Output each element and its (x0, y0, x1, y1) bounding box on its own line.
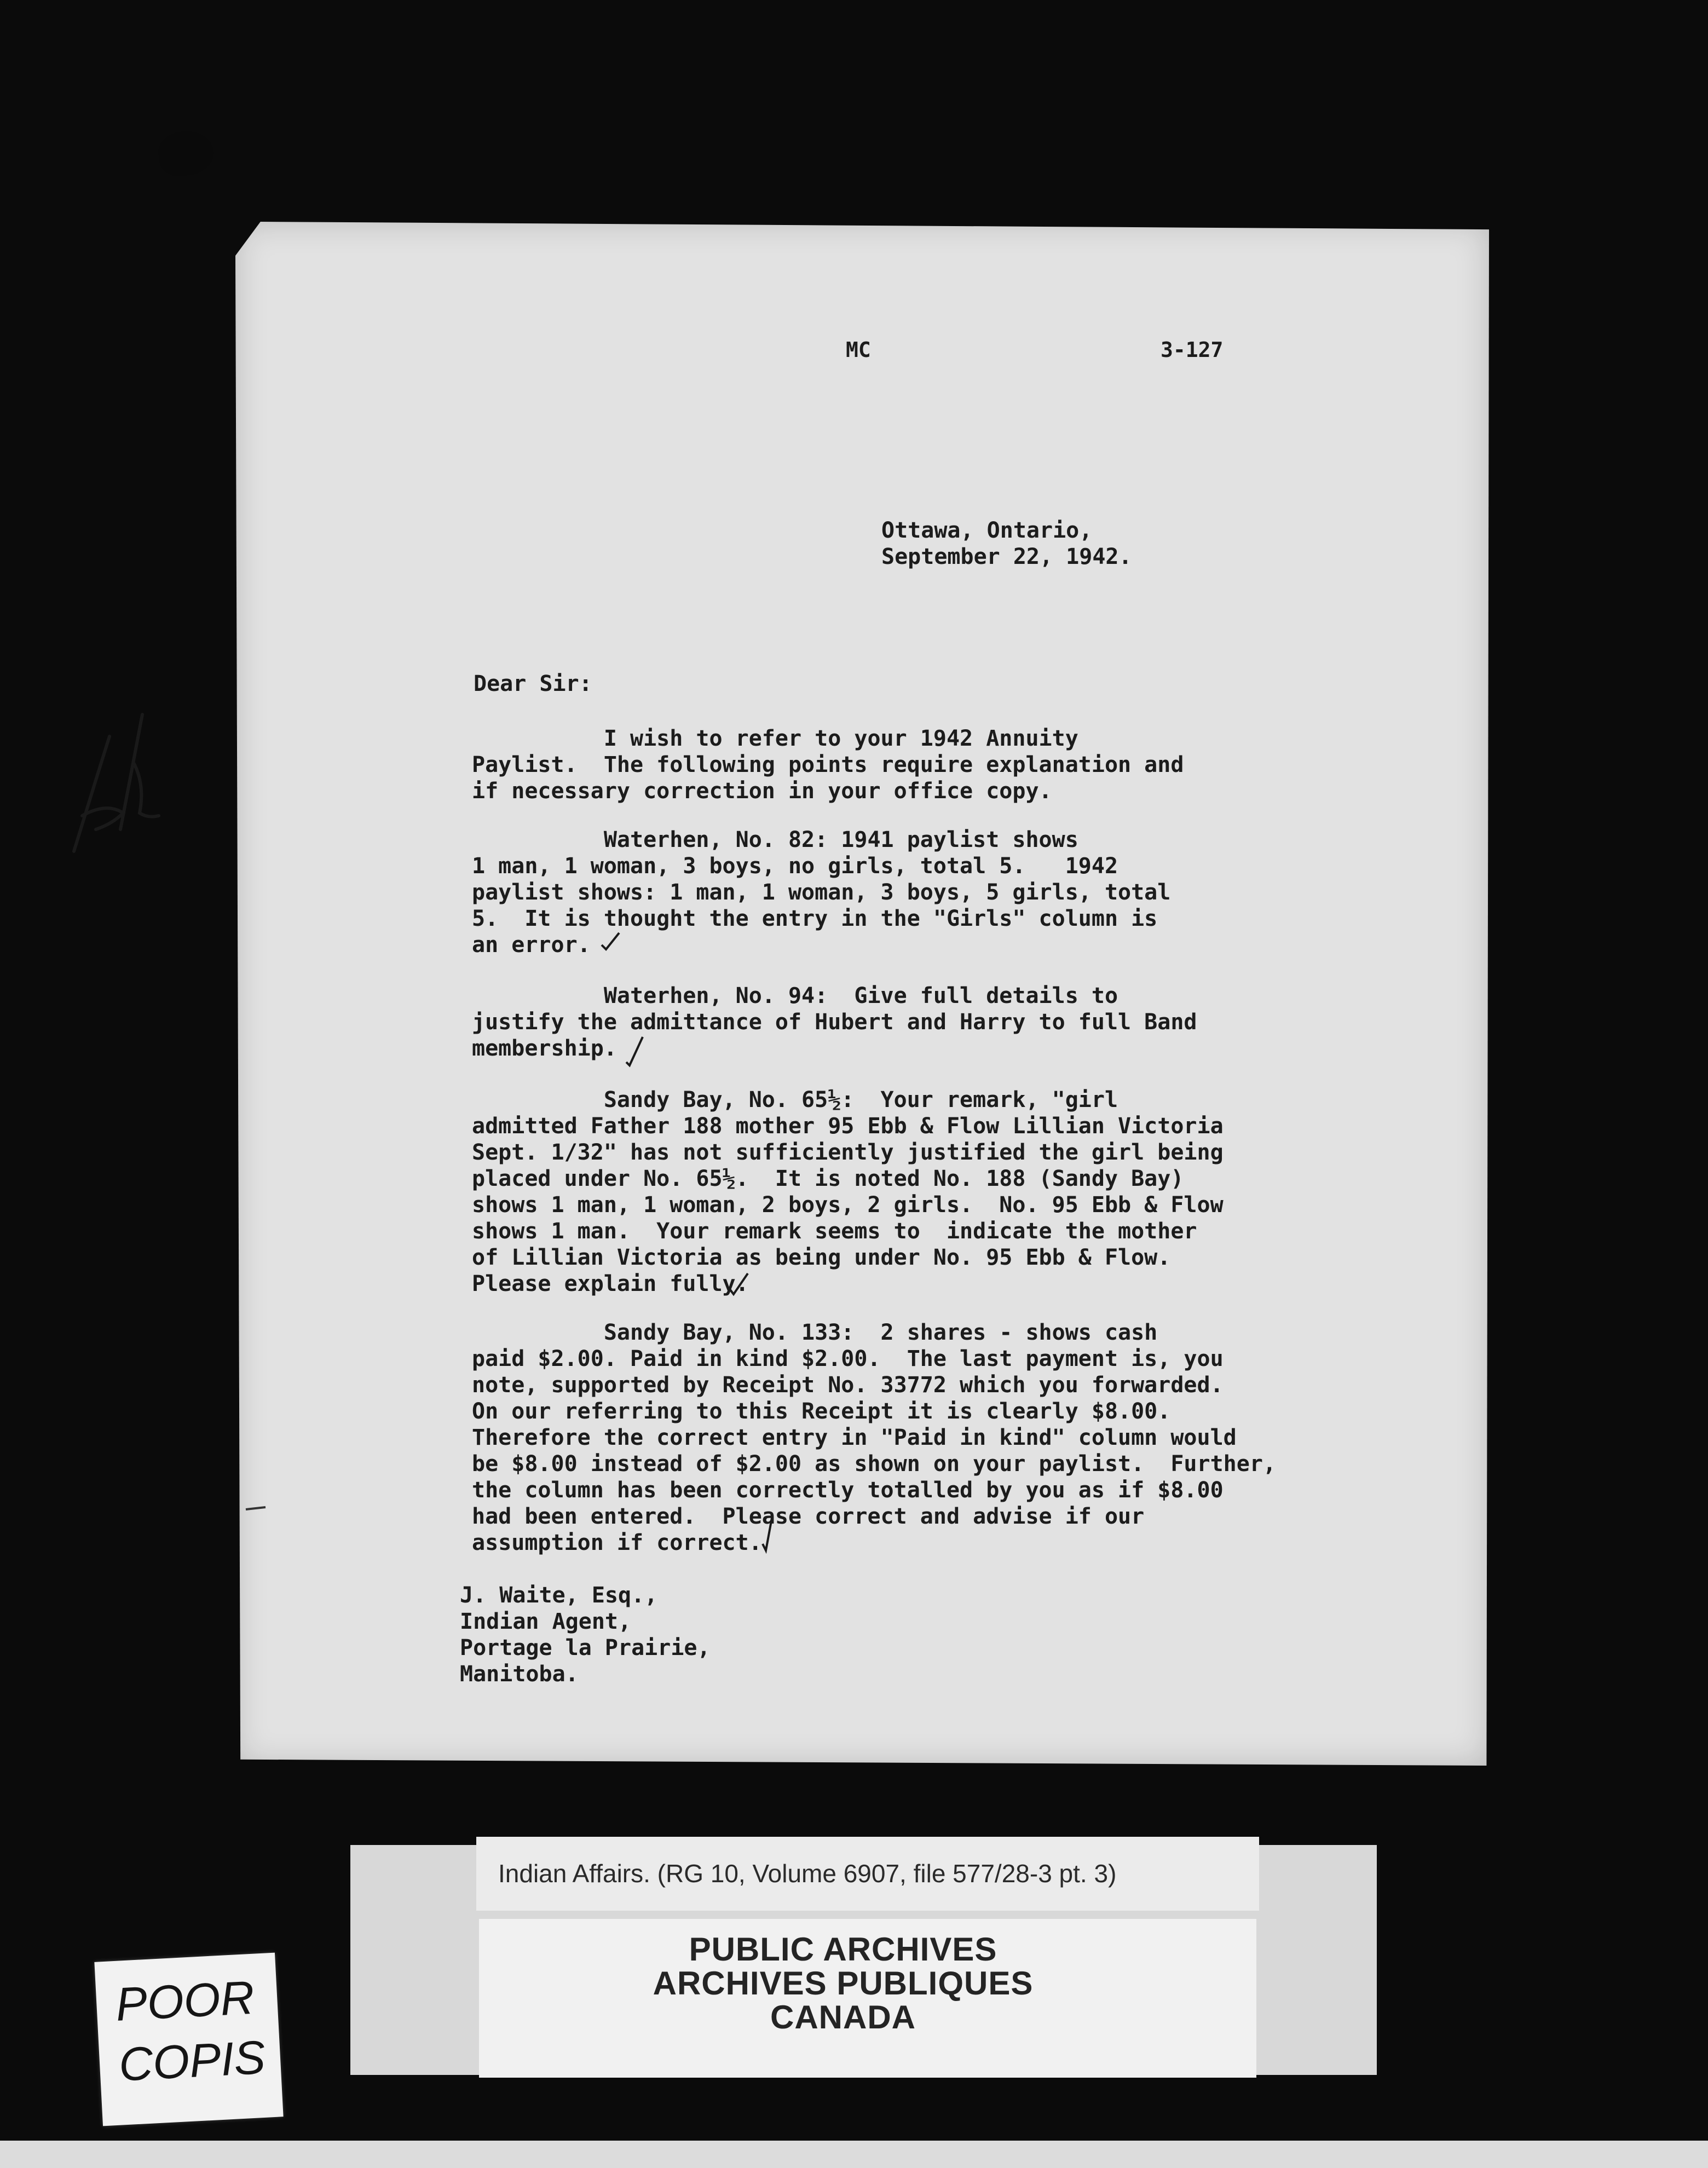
stamp-line-2: ARCHIVES PUBLIQUES (653, 1965, 1034, 2002)
check-mark-icon (624, 1035, 646, 1068)
stamp-line-3: CANADA (770, 1999, 916, 2036)
archive-citation: Indian Affairs. (RG 10, Volume 6907, file 577/28-3 pt. 3) (498, 1859, 1117, 1888)
address-line-1: J. Waite, Esq., (460, 1583, 658, 1608)
poor-copy-card (94, 1953, 283, 2126)
check-mark-icon (599, 931, 621, 953)
paragraph-intro: I wish to refer to your 1942 Annuity Paylist. The following points require explanation and if necessary correction in your office copy. (472, 726, 1184, 804)
film-edge (0, 2141, 1708, 2168)
place-line: Ottawa, Ontario, (881, 518, 1093, 543)
address-line-2: Indian Agent, (460, 1609, 632, 1634)
poor-card-line-1: POOR (114, 1971, 256, 2031)
address-line-3: Portage la Prairie, (460, 1635, 711, 1660)
paragraph-waterhen-82: Waterhen, No. 82: 1941 paylist shows 1 man, 1 woman, 3 boys, no girls, total 5. 1942 paylist shows: 1 man, 1 woman, 3 boys, 5 girls, total 5. It is thought the entry in the "Girls" column is an error. (472, 827, 1171, 958)
paragraph-sandy-bay-133: Sandy Bay, No. 133: 2 shares - shows cash paid $2.00. Paid in kind $2.00. The last payment is, you note, supported by Receipt No. 33772 which you forwarded. On our referring to this Receipt it is clearly $8.00. Therefore the correct entry in "Paid in kind" column would be $8.00 instead of $2.00 as shown on your paylist. Further, the column has been correctly totalled by you as if $8.00 had been entered. Please correct and advise if our assumption if correct. (472, 1320, 1277, 1555)
address-line-4: Manitoba. (460, 1662, 579, 1687)
paragraph-sandy-bay-65: Sandy Bay, No. 65½: Your remark, "girl admitted Father 188 mother 95 Ebb & Flow Lillian Victoria Sept. 1/32" has not sufficiently justified the girl being placed under No. 65½. It is noted No. 188 (Sandy Bay) shows 1 man, 1 woman, 2 boys, 2 girls. No. 95 Ebb & Flow shows 1 man. Your remark seems to indicate the mother of Lillian Victoria as being under No. 95 Ebb & Flow. Please explain fully. (472, 1087, 1224, 1296)
handwritten-initials (57, 704, 167, 868)
salutation: Dear Sir: (474, 671, 592, 696)
archives-stamp (569, 1933, 1117, 2034)
poor-card-line-2: COPIS (117, 2031, 267, 2091)
file-number: 3-127 (1161, 338, 1224, 362)
header-code: MC (846, 338, 871, 362)
check-mark-icon (728, 1270, 750, 1298)
stamp-line-1: PUBLIC ARCHIVES (689, 1931, 997, 1968)
stray-mark (244, 1503, 271, 1514)
check-mark-icon (758, 1517, 780, 1555)
punch-hole (156, 128, 216, 178)
paragraph-waterhen-94: Waterhen, No. 94: Give full details to justify the admittance of Hubert and Harry to full Band membership. (472, 983, 1197, 1061)
date-line: September 22, 1942. (881, 544, 1132, 569)
